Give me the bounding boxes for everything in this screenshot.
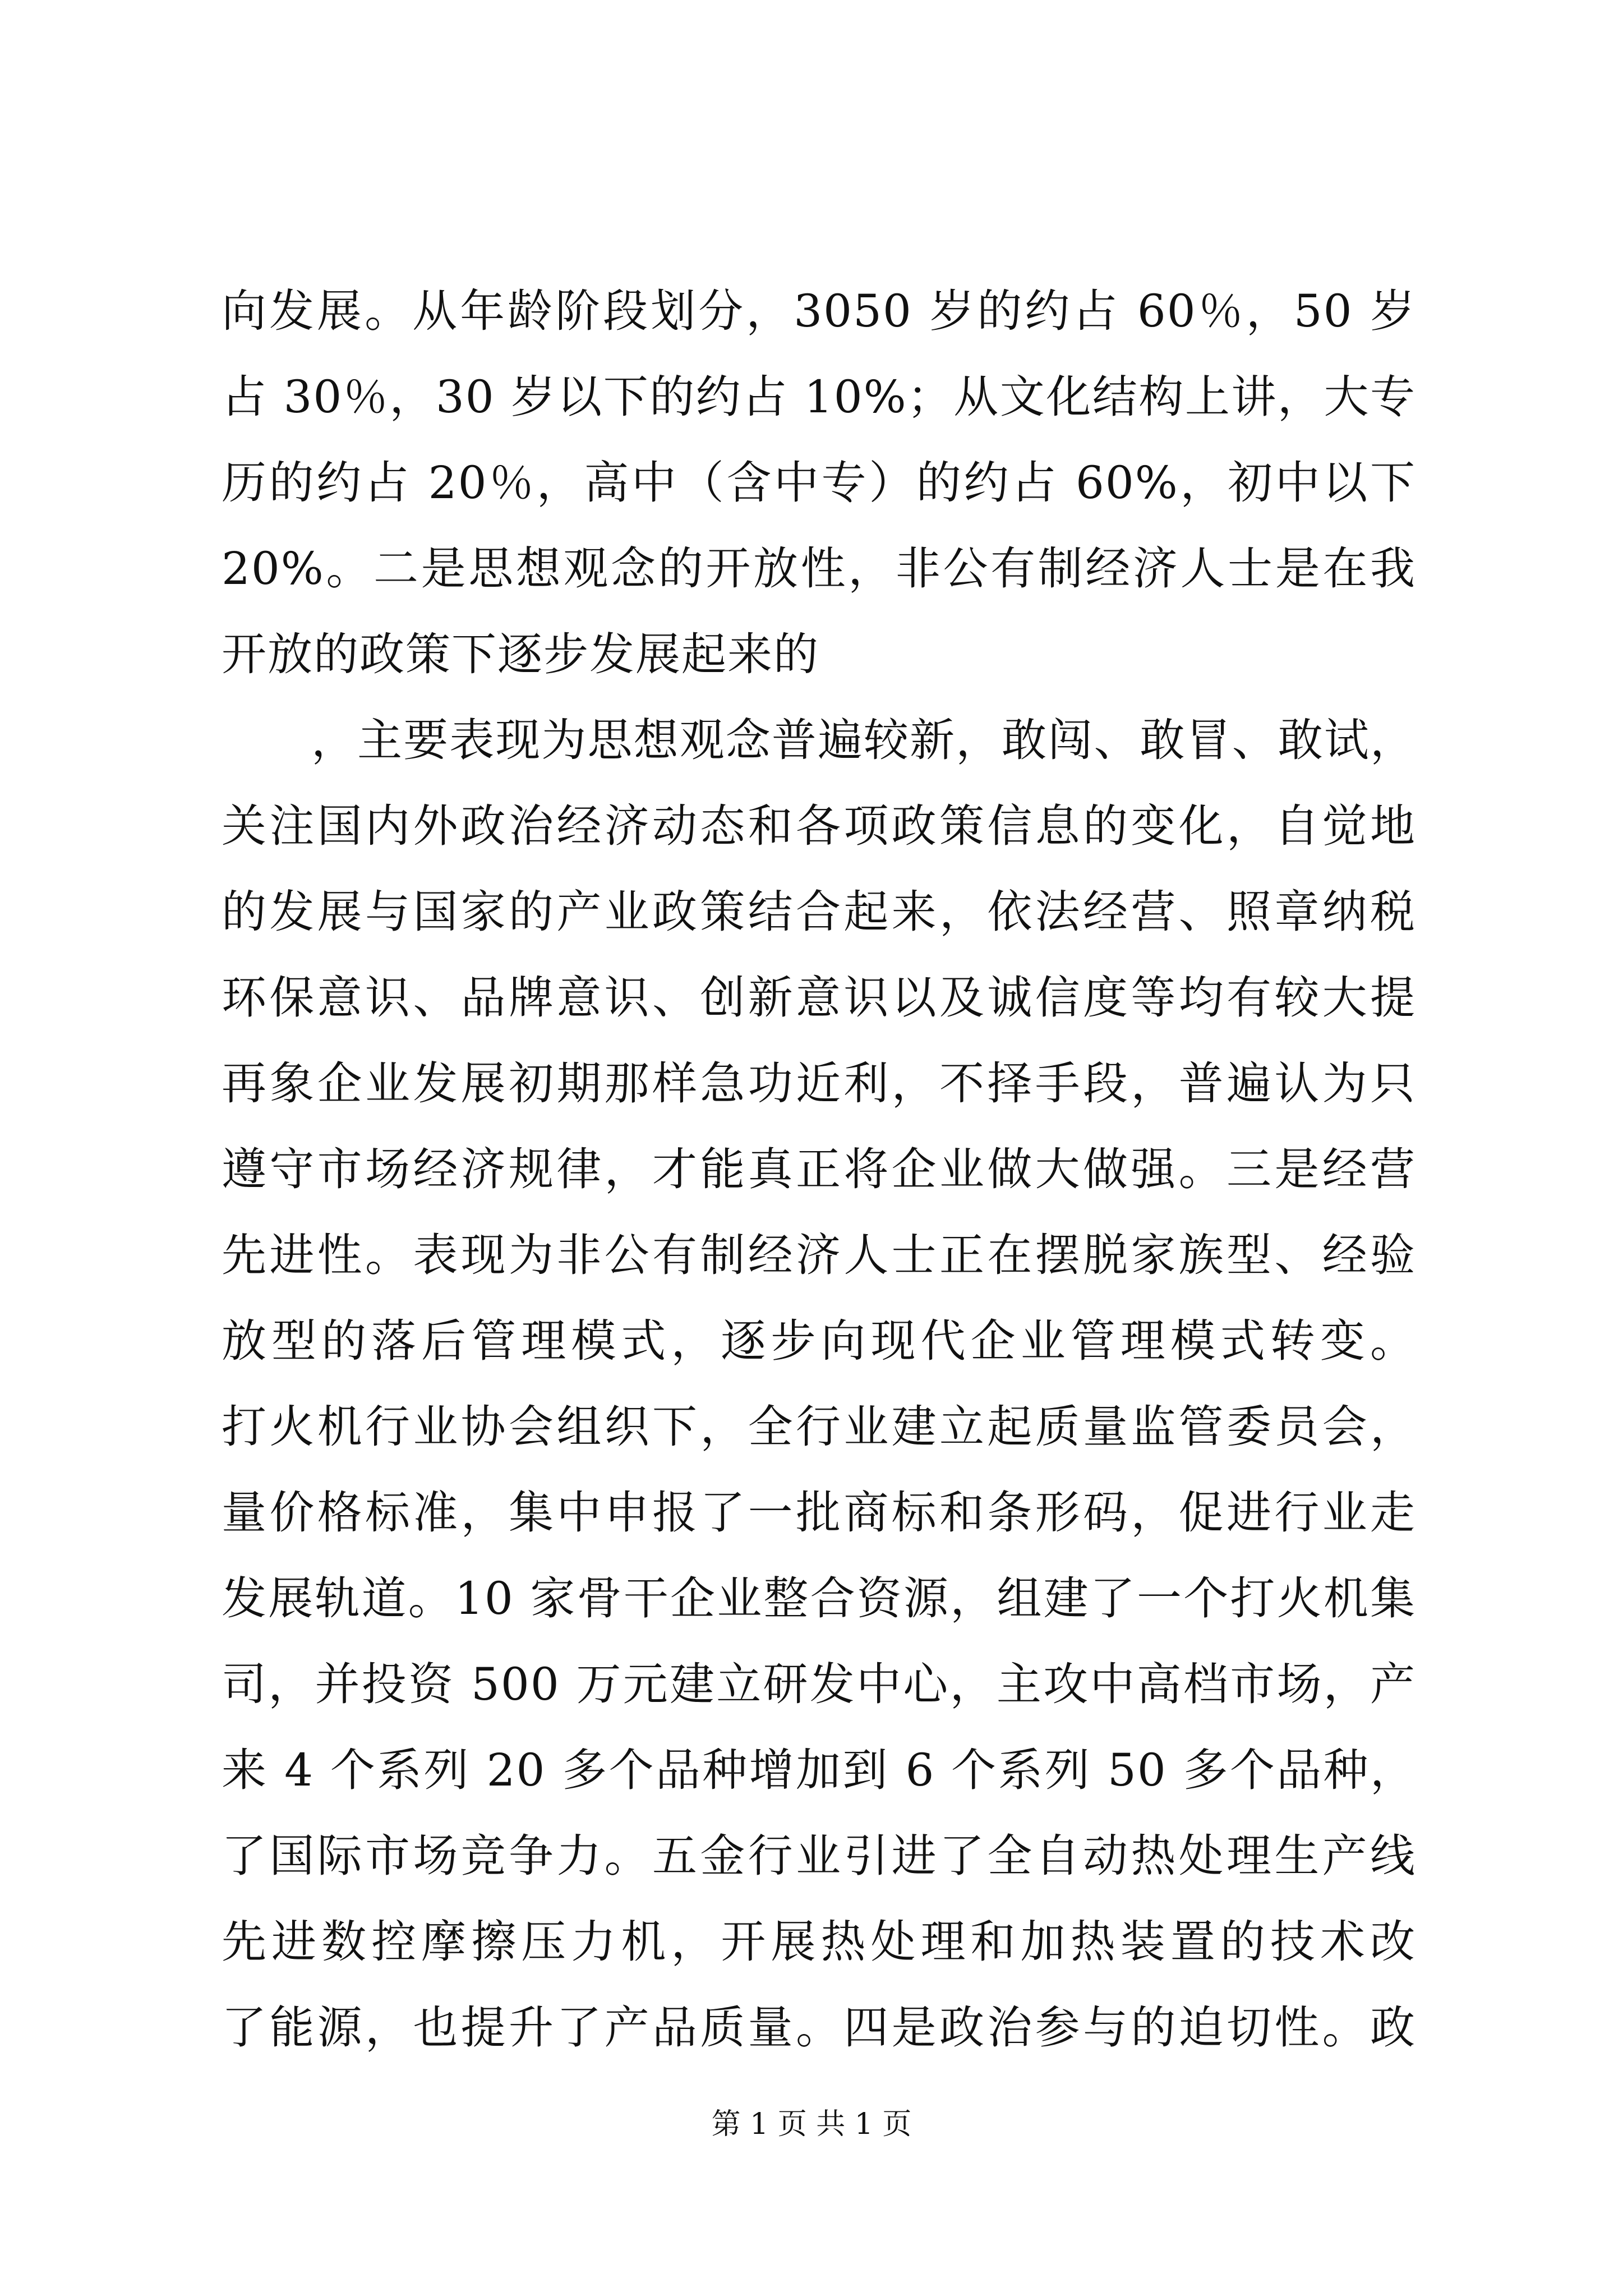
text-line: 司，并投资 500 万元建立研发中心，主攻中高档市场，产 [222,1658,1416,1710]
paragraph-1 [222,268,1416,697]
text-line: 环保意识、品牌意识、创新意识以及诚信度等均有较大提 [222,972,1416,1024]
text-line: 打火机行业协会组织下，全行业建立起质量监管委员会， [222,1401,1416,1453]
text-line: 放型的落后管理模式，逐步向现代企业管理模式转变。 [222,1315,1416,1367]
page-number-label: 第 1 页 共 1 页 [711,2108,912,2141]
page-footer [0,2105,1623,2144]
text-line: 量价格标准，集中申报了一批商标和条形码，促进行业走 [222,1487,1416,1539]
text-line: 先进性。表现为非公有制经济人士正在摆脱家族型、经验 [222,1229,1416,1281]
text-line: 再象企业发展初期那样急功近利，不择手段，普遍认为只 [222,1057,1416,1110]
text-line: 来 4 个系列 20 多个品种增加到 6 个系列 50 多个品种， [222,1744,1416,1796]
text-line: 了能源，也提升了产品质量。四是政治参与的迫切性。政 [222,2001,1416,2054]
paragraph-2 [222,697,1416,2070]
text-line: 先进数控摩擦压力机，开展热处理和加热装置的技术改 [222,1916,1416,1968]
text-line: 历的约占 20％，高中（含中专）的约占 60%，初中以下 [222,457,1416,509]
text-line: 的发展与国家的产业政策结合起来，依法经营、照章纳税 [222,886,1416,938]
text-line: 开放的政策下逐步发展起来的 [222,628,819,680]
text-line: 关注国内外政治经济动态和各项政策信息的变化，自觉地 [222,800,1416,852]
text-line: 了国际市场竞争力。五金行业引进了全自动热处理生产线 [222,1830,1416,1882]
document-body [222,268,1416,2070]
text-line: 发展轨道。10 家骨干企业整合资源，组建了一个打火机集 [222,1572,1416,1625]
text-line: 20%。二是思想观念的开放性，非公有制经济人士是在我 [222,542,1416,595]
text-line: 占 30％，30 岁以下的约占 10%；从文化结构上讲，大专 [222,371,1416,423]
text-line-indented: ，主要表现为思想观念普遍较新，敢闯、敢冒、敢试， [311,714,1416,766]
text-line: 遵守市场经济规律，才能真正将企业做大做强。三是经营 [222,1143,1416,1195]
text-line: 向发展。从年龄阶段划分，3050 岁的约占 60％，50 岁 [222,285,1416,337]
